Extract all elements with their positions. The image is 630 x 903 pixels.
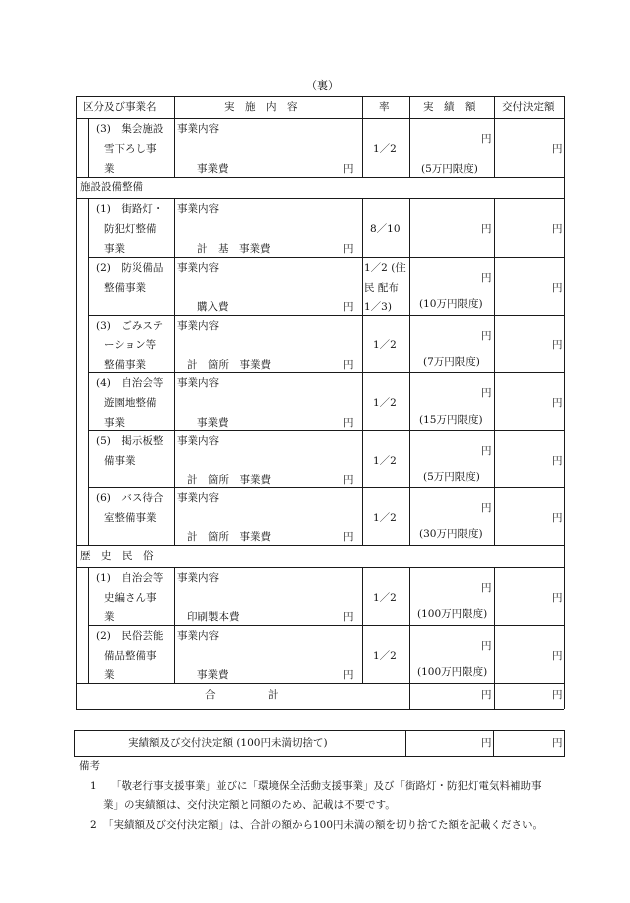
yen-unit: 円 <box>552 650 563 662</box>
row-separator <box>76 177 564 178</box>
column-line <box>362 567 363 683</box>
row-name: (4) 自治会等 <box>96 377 164 389</box>
summary-border-right <box>564 730 565 757</box>
yen-unit: 円 <box>481 272 492 284</box>
header-content: 実 施 内 容 <box>224 101 298 113</box>
table-border-bottom <box>76 709 564 710</box>
row-name: 室整備事業 <box>104 512 157 524</box>
yen-unit: 円 <box>343 417 354 429</box>
content-label: 事業内容 <box>177 435 219 447</box>
cost-label: 計 箇所 事業費 <box>187 531 271 543</box>
content-label: 事業内容 <box>177 572 219 584</box>
yen-unit: 円 <box>552 689 563 701</box>
rate-value: 1／2 (住 <box>364 262 406 274</box>
content-label: 事業内容 <box>177 262 219 274</box>
row-separator <box>76 567 564 568</box>
note-text: 業」の実績額は、交付決定額と同額のため、記載は不要です。 <box>103 799 396 811</box>
yen-unit: 円 <box>343 163 354 175</box>
row-separator <box>88 257 564 258</box>
cost-label: 事業費 <box>197 417 229 429</box>
row-name: 史編さん事 <box>104 592 157 604</box>
header-category: 区分及び事業名 <box>83 101 157 113</box>
cost-label: 事業費 <box>197 163 229 175</box>
note-number: 2 <box>90 819 97 831</box>
yen-unit: 円 <box>481 387 492 399</box>
rate-value: 1／2 <box>373 512 397 524</box>
rate-value: 1／2 <box>373 397 397 409</box>
rate-value: 1／2 <box>373 592 397 604</box>
row-name: 雪下ろし事 <box>104 143 157 155</box>
yen-unit: 円 <box>481 133 492 145</box>
limit-note: (10万円限度) <box>419 298 483 310</box>
yen-unit: 円 <box>481 445 492 457</box>
row-name: 整備事業 <box>104 359 146 371</box>
row-name: 防犯灯整備 <box>104 223 157 235</box>
row-name: 業 <box>104 669 115 681</box>
header-separator <box>76 118 564 119</box>
column-line <box>494 96 495 177</box>
notes-heading: 備考 <box>79 760 100 772</box>
yen-unit: 円 <box>481 223 492 235</box>
yen-unit: 円 <box>552 512 563 524</box>
cost-label: 印刷製本費 <box>187 611 240 623</box>
row-name: 業 <box>104 611 115 623</box>
content-label: 事業内容 <box>177 377 219 389</box>
column-line <box>409 198 410 545</box>
header-actual: 実 績 額 <box>423 101 476 113</box>
summary-border-top <box>74 730 564 731</box>
row-name: 業 <box>104 163 115 175</box>
row-separator <box>76 545 564 546</box>
note-number: 1 <box>90 780 97 792</box>
content-label: 事業内容 <box>177 123 219 135</box>
rate-value: 1／2 <box>373 455 397 467</box>
column-line <box>362 96 363 177</box>
row-name: 備品整備事 <box>104 650 157 662</box>
limit-note: (5万円限度) <box>423 471 480 483</box>
yen-unit: 円 <box>343 301 354 313</box>
row-separator <box>88 372 564 373</box>
row-separator <box>76 198 564 199</box>
content-label: 事業内容 <box>177 630 219 642</box>
row-name: (3) ごみステ <box>96 320 164 332</box>
yen-unit: 円 <box>343 669 354 681</box>
table-border-top <box>76 96 564 97</box>
rate-value: 8／10 <box>370 223 401 235</box>
summary-label: 実績額及び交付決定額 (100円未満切捨て) <box>128 737 328 749</box>
total-label: 合 計 <box>205 689 279 701</box>
yen-unit: 円 <box>481 330 492 342</box>
indent-line <box>88 118 89 177</box>
table-border-left <box>76 96 77 709</box>
row-separator <box>88 315 564 316</box>
limit-note: (100万円限度) <box>417 608 488 620</box>
yen-unit: 円 <box>552 282 563 294</box>
row-name: 事業 <box>104 417 125 429</box>
row-separator <box>88 625 564 626</box>
yen-unit: 円 <box>343 611 354 623</box>
cost-label: 購入費 <box>197 301 229 313</box>
cost-label: 事業費 <box>197 669 229 681</box>
row-name: 備事業 <box>104 455 136 467</box>
yen-unit: 円 <box>552 455 563 467</box>
cost-label: 計 基 事業費 <box>197 243 271 255</box>
row-separator <box>88 487 564 488</box>
row-name: 整備事業 <box>104 282 146 294</box>
note-text: 「敬老行事支援事業」並びに「環境保全活動支援事業」及び「街路灯・防犯灯電気料補助事 <box>111 780 542 792</box>
yen-unit: 円 <box>481 640 492 652</box>
row-name: (2) 民俗芸能 <box>96 630 164 642</box>
column-line <box>409 567 410 709</box>
row-name: (1) 自治会等 <box>96 572 164 584</box>
rate-value: 1／3) <box>364 301 392 313</box>
limit-note: (7万円限度) <box>423 356 480 368</box>
limit-note: (15万円限度) <box>419 414 483 426</box>
column-line <box>494 567 495 709</box>
summary-border-left <box>74 730 75 757</box>
header-decision: 交付決定額 <box>502 101 555 113</box>
column-line <box>362 198 363 545</box>
column-line <box>409 96 410 177</box>
content-label: 事業内容 <box>177 492 219 504</box>
yen-unit: 円 <box>343 474 354 486</box>
yen-unit: 円 <box>481 582 492 594</box>
yen-unit: 円 <box>552 339 563 351</box>
row-name: 遊園地整備 <box>104 397 157 409</box>
summary-divider <box>405 730 406 757</box>
page-side-label: （裏） <box>306 79 339 92</box>
cost-label: 計 箇所 事業費 <box>187 359 271 371</box>
summary-divider <box>493 730 494 757</box>
yen-unit: 円 <box>481 502 492 514</box>
rate-value: 民 配布 <box>364 282 399 294</box>
row-name: (3) 集会施設 <box>96 123 164 135</box>
table-border-right <box>564 96 565 709</box>
yen-unit: 円 <box>343 531 354 543</box>
indent-line <box>88 567 89 683</box>
rate-value: 1／2 <box>373 339 397 351</box>
note-text: 「実績額及び交付決定額」は、合計の額から100円未満の額を切り捨てた額を記載ください。 <box>103 819 544 831</box>
column-line <box>174 198 175 545</box>
limit-note: (100万円限度) <box>417 666 488 678</box>
row-name: 事業 <box>104 243 125 255</box>
limit-note: (5万円限度) <box>421 163 478 175</box>
column-line <box>174 567 175 683</box>
row-name: (2) 防災備品 <box>96 262 164 274</box>
yen-unit: 円 <box>552 397 563 409</box>
yen-unit: 円 <box>343 359 354 371</box>
section-heading: 施設設備整備 <box>80 181 143 193</box>
row-name: (6) バス待合 <box>96 492 164 504</box>
rate-value: 1／2 <box>373 650 397 662</box>
yen-unit: 円 <box>552 223 563 235</box>
yen-unit: 円 <box>343 243 354 255</box>
yen-unit: 円 <box>552 737 563 749</box>
rate-value: 1／2 <box>373 143 397 155</box>
yen-unit: 円 <box>481 737 492 749</box>
row-name: ーション等 <box>104 339 157 351</box>
summary-border-bottom <box>74 756 564 757</box>
content-label: 事業内容 <box>177 203 219 215</box>
limit-note: (30万円限度) <box>419 528 483 540</box>
yen-unit: 円 <box>552 143 563 155</box>
row-separator <box>76 683 564 684</box>
section-heading: 歴 史 民 俗 <box>80 550 154 562</box>
content-label: 事業内容 <box>177 320 219 332</box>
yen-unit: 円 <box>481 689 492 701</box>
row-separator <box>88 430 564 431</box>
row-name: (5) 掲示板整 <box>96 435 164 447</box>
cost-label: 計 箇所 事業費 <box>187 474 271 486</box>
indent-line <box>88 198 89 545</box>
yen-unit: 円 <box>552 592 563 604</box>
header-rate: 率 <box>379 101 390 113</box>
row-name: (1) 街路灯・ <box>96 203 164 215</box>
column-line <box>174 96 175 177</box>
column-line <box>494 198 495 545</box>
